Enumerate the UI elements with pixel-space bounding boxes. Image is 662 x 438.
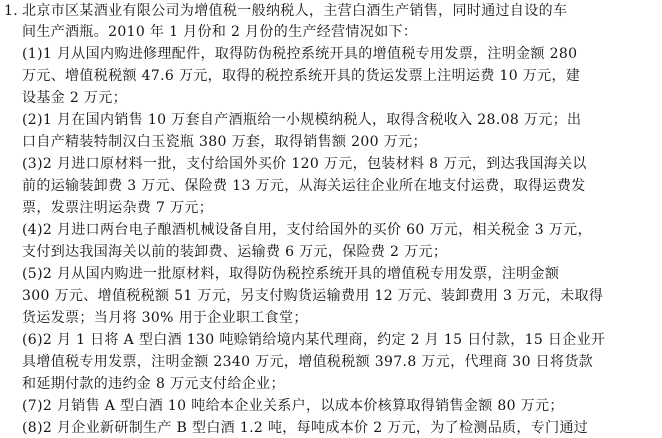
text-line: (2)1 月在国内销售 10 万套自产酒瓶给一小规模纳税人，取得含税收入 28.08 万元；出 [22,112,582,128]
text-line: 间生产酒瓶。2010 年 1 月份和 2 月份的生产经营情况如下： [22,24,418,40]
text-line: (4)2 月进口两台电子酿酒机械设备自用，支付给国外的买价 60 万元，相关税金 3 万元， [22,222,592,238]
text-line: 北京市区某酒业有限公司为增值税一般纳税人，主营白酒生产销售，同时通过自设的车 [22,3,568,19]
question-number: 1. [4,3,19,19]
text-line: 口自产精装特制汉白玉瓷瓶 380 万套，取得销售额 200 万元； [22,134,427,150]
text-line: 具增值税专用发票，注明金额 2340 万元，增值税税额 397.8 万元，代理商 30 日将货款 [22,354,594,370]
text-line: 货运发票；当月将 30% 用于企业职工食堂； [22,310,308,326]
text-line: 设基金 2 万元； [22,90,127,106]
text-line: (5)2 月从国内购进一批原材料，取得防伪税控系统开具的增值税专用发票，注明金额 [22,266,560,282]
text-line: 支付到达我国海关以前的装卸费、运输费 6 万元，保险费 2 万元； [22,244,448,260]
text-line: (6)2 月 1 日将 A 型白酒 130 吨赊销给境内某代理商，约定 2 月 15 日付款，15 日企业开 [22,332,606,348]
text-line: (3)2 月进口原材料一批，支付给国外买价 120 万元，包装材料 8 万元，到达我国海关以 [22,156,587,172]
text-line: 万元、增值税税额 47.6 万元，取得的税控系统开具的货运发票上注明运费 10 万元，建 [22,68,581,84]
text-line: (1)1 月从国内购进修理配件，取得防伪税控系统开具的增值税专用发票，注明金额 280 [22,46,578,62]
text-line: (7)2 月销售 A 型白酒 10 吨给本企业关系户，以成本价核算取得销售金额 80 万元； [22,398,564,414]
text-line: 票，发票注明运杂费 7 万元； [22,200,214,216]
text-line: 300 万元、增值税税额 51 万元，另支付购货运输费用 12 万元、装卸费用 3 万元，未取得 [22,288,604,304]
text-line: 前的运输装卸费 3 万元、保险费 13 万元，从海关运往企业所在地支付运费，取得运费发 [22,178,586,194]
text-line: 和延期付款的违约金 8 万元支付给企业； [22,376,285,392]
text-line: (8)2 月企业新研制生产 B 型白酒 1.2 吨，每吨成本价 2 万元，为了检测品质，专门通过 [22,420,589,436]
